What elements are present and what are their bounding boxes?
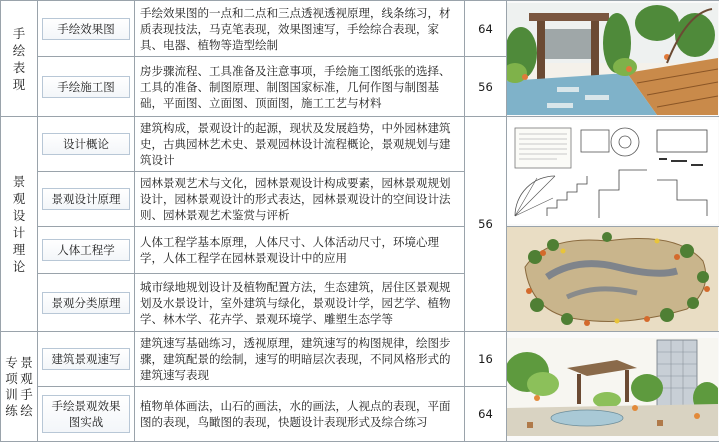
course-name: 景观设计原理 [42, 188, 130, 210]
course-name: 景观分类原理 [42, 292, 130, 314]
category-label-group [5, 355, 33, 419]
course-hours: 16 [465, 332, 507, 387]
course-hours: 56 [465, 57, 507, 117]
course-name: 人体工程学 [42, 239, 130, 261]
course-cell [38, 227, 135, 274]
category-hand-drawn [1, 1, 38, 117]
course-description: 人体工程学基本原理，人体尺寸、人体活动尺寸，环境心理学，人体工程学在园林景观设计中的应用 [135, 227, 465, 274]
course-cell [38, 274, 135, 332]
course-cell [38, 1, 135, 57]
course-description: 城市绿地规划设计及植物配置方法，生态建筑，居住区景观规划及水景设计，室外建筑与绿化，景观设计学，园艺学、植物学、林木学、花卉学、景观环境学、雕塑生态学等 [135, 274, 465, 332]
course-cell [38, 332, 135, 387]
course-description: 园林景观艺术与文化，园林景观设计构成要素，园林景观规划设计，园林景观设计的形式表达，园林景观设计的空间设计法则、园林景观艺术鉴赏与评析 [135, 172, 465, 227]
category-label: 景观设计理论 [12, 173, 26, 275]
course-description: 建筑速写基础练习，透视原理，建筑速写的构图规律，绘图步骤，建筑配景的绘制，速写的明暗层次表现，不同风格形式的建筑速写表现 [135, 332, 465, 387]
park-plaza-image [507, 332, 719, 442]
course-cell [38, 57, 135, 117]
course-hours: 56 [465, 117, 507, 332]
construction-drawings-illustration [507, 120, 718, 224]
course-description: 建筑构成，景观设计的起源，现状及发展趋势，中外园林建筑史，古典园林艺术史、景观园林设计流程概论，景观规划与建筑设计 [135, 117, 465, 172]
course-hours: 64 [465, 1, 507, 57]
course-cell [38, 117, 135, 172]
course-name: 手绘景观效果图实战 [42, 395, 130, 433]
course-hours: 64 [465, 387, 507, 442]
category-label: 专项训练 [5, 355, 18, 419]
garden-perspective-image [507, 1, 719, 117]
construction-drawings-image [507, 117, 719, 227]
course-name: 设计概论 [42, 133, 130, 155]
course-description: 手绘效果图的一点和二点和三点透视透视原理，线条练习，材质表现技法，马克笔表现，效果图速写，手绘综合表现，家具、电器、植物等造型绘制 [135, 1, 465, 57]
category-label: 手绘表现 [12, 25, 26, 93]
category-landscape-theory [1, 117, 38, 332]
course-cell [38, 387, 135, 442]
landscape-plan-illustration [507, 227, 718, 331]
category-label: 景观手绘 [20, 355, 33, 419]
garden-perspective-illustration [507, 3, 718, 115]
course-name: 手绘施工图 [42, 76, 130, 98]
landscape-plan-image [507, 227, 719, 332]
course-description: 房步骤流程、工具准备及注意事项，手绘施工图纸张的选择、工具的准备、制图原理、制图国家标准，几何作图与制图基础，平面图、立面图、顶面图，施工工艺与材料 [135, 57, 465, 117]
course-name: 建筑景观速写 [42, 348, 130, 370]
park-plaza-sketch-illustration [507, 338, 718, 436]
course-cell [38, 172, 135, 227]
course-description: 植物单体画法，山石的画法，水的画法，人视点的表现，平面图的表现，鸟瞰图的表现，快题设计表现形式及综合练习 [135, 387, 465, 442]
course-name: 手绘效果图 [42, 18, 130, 40]
category-special-training [1, 332, 38, 442]
